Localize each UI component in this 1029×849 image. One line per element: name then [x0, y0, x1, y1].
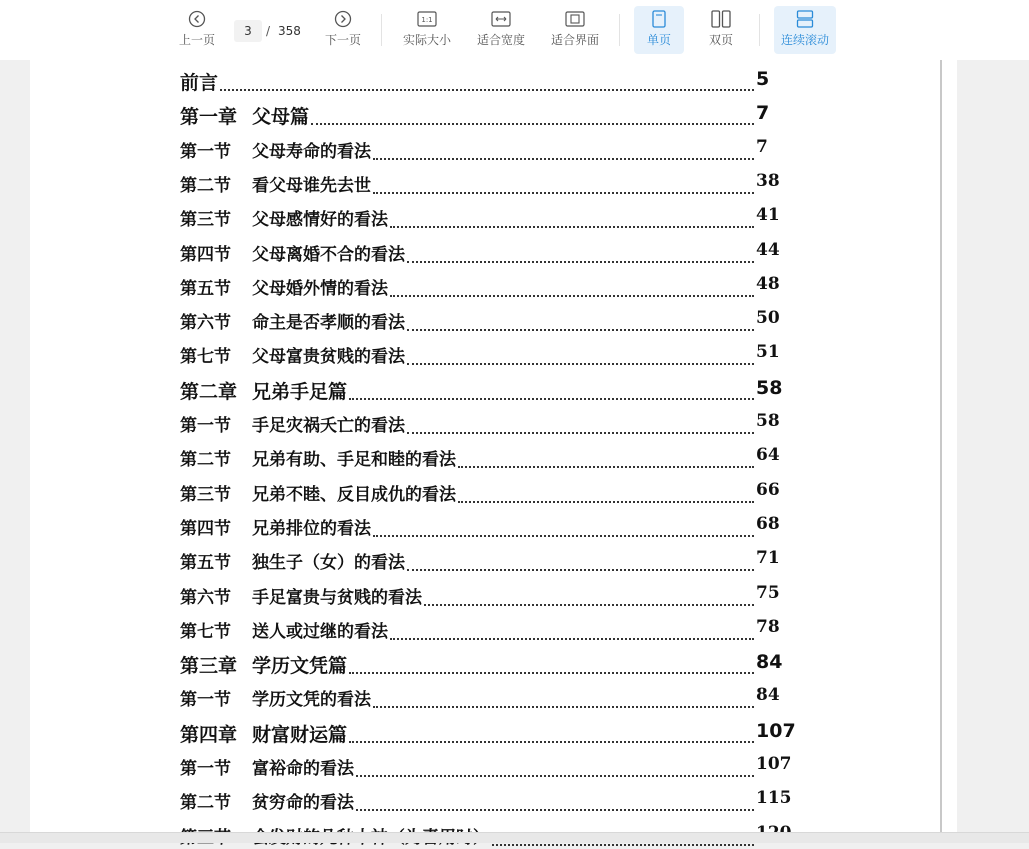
toc-entry-number: 第二节 [180, 793, 231, 814]
toc-entry-page-number: 58 [756, 411, 780, 431]
toc-entry-page-number: 38 [756, 170, 780, 191]
toc-entry-leader [407, 569, 754, 571]
toc-entry[interactable] [180, 754, 816, 780]
continuous-scroll-button[interactable] [774, 6, 836, 54]
toc-entry-title: 财富财运篇 [252, 723, 348, 746]
toc-entry[interactable] [180, 651, 816, 677]
toc-entry-number: 第三节 [180, 210, 231, 231]
toc-entry-page-number: 5 [756, 68, 770, 90]
prev-page-button[interactable] [174, 6, 220, 54]
toc-entry-title: 父母寿命的看法 [252, 141, 371, 162]
toc-entry-number: 第四节 [180, 518, 231, 539]
toc-entry[interactable] [180, 548, 816, 574]
toc-entry-title: 前言 [180, 72, 219, 94]
toc-entry-leader [458, 501, 754, 503]
toc-entry[interactable] [180, 205, 816, 231]
toc-entry-title: 父母篇 [252, 106, 310, 129]
continuous-scroll-label: 连续滚动 [780, 33, 829, 47]
toc-entry-title: 手足富贵与贫贱的看法 [252, 587, 422, 608]
toc-entry-page-number: 58 [756, 376, 783, 399]
toc-entry-number: 第五节 [180, 278, 231, 299]
toolbar-divider [381, 14, 382, 46]
toc-entry[interactable] [180, 411, 816, 437]
page-edge-shadow [940, 60, 942, 832]
toc-entry-number: 第四章 [180, 723, 238, 746]
actual-size-icon [416, 8, 438, 30]
toc-entry[interactable] [180, 377, 816, 403]
toolbar-divider [619, 14, 620, 46]
toc-entry[interactable] [180, 342, 816, 368]
toc-entry-page-number: 68 [756, 513, 780, 534]
toc-entry-number: 第六节 [180, 313, 231, 334]
svg-text:1:1: 1:1 [421, 16, 433, 24]
document-page [30, 60, 957, 832]
fit-page-button[interactable] [546, 6, 604, 54]
toc-entry-leader [373, 535, 754, 537]
toc-entry-number: 第一节 [180, 759, 231, 779]
toc-entry-title: 命主是否孝顺的看法 [252, 313, 405, 334]
page-separator: / [266, 24, 271, 38]
toc-entry-leader [390, 295, 754, 297]
toc-entry-page-number: 84 [756, 651, 783, 674]
toc-entry-title: 兄弟排位的看法 [252, 518, 371, 539]
toc-entry-title: 父母感情好的看法 [252, 210, 388, 231]
toc-entry-page-number: 41 [756, 205, 780, 226]
toc-entry-page-number: 7 [756, 102, 770, 125]
next-page-button[interactable] [320, 6, 366, 54]
toc-entry-leader [220, 89, 754, 91]
toc-entry-title: 学历文凭篇 [252, 655, 348, 678]
fit-width-label: 适合宽度 [476, 33, 525, 47]
toc-entry-number: 第七节 [180, 621, 231, 642]
fit-width-button[interactable] [472, 6, 530, 54]
toc-entry-title: 父母富贵贫贱的看法 [252, 347, 405, 368]
toc-entry-page-number: 84 [756, 685, 780, 706]
single-page-button[interactable] [634, 6, 684, 54]
toc-entry-leader [349, 398, 754, 400]
double-page-label: 双页 [708, 33, 733, 47]
toc-entry-title: 父母婚外情的看法 [252, 278, 388, 299]
toc-entry[interactable] [180, 137, 816, 163]
toc-entry-page-number: 115 [756, 788, 792, 809]
toc-entry-title: 贫穷命的看法 [252, 793, 354, 814]
next-page-label: 下一页 [324, 33, 361, 47]
toc-entry[interactable] [180, 583, 816, 609]
toc-entry-page-number: 107 [756, 754, 792, 774]
toc-entry-title: 看父母谁先去世 [252, 175, 371, 196]
chevron-right-circle-icon [332, 8, 354, 30]
fit-width-icon [490, 8, 512, 30]
toc-entry-title: 学历文凭的看法 [252, 690, 371, 711]
toc-entry-page-number: 78 [756, 616, 780, 637]
toc-entry[interactable] [180, 68, 816, 94]
horizontal-scrollbar[interactable] [0, 832, 1029, 843]
toc-entry-number: 第三章 [180, 655, 238, 678]
toc-entry[interactable] [180, 685, 816, 711]
toc-entry-leader [390, 226, 754, 228]
toc-entry-page-number: 48 [756, 273, 780, 294]
toc-entry[interactable] [180, 720, 816, 746]
toc-entry-number: 第一节 [180, 141, 231, 162]
toc-entry-number: 第七节 [180, 347, 231, 368]
toc-entry-page-number: 75 [756, 582, 780, 603]
toc-entry-title: 兄弟不睦、反目成仇的看法 [252, 484, 456, 505]
toc-entry-page-number: 50 [756, 308, 780, 329]
toc-entry-title: 兄弟有助、手足和睦的看法 [252, 450, 456, 471]
toolbar [0, 0, 1029, 60]
toc-entry-page-number: 66 [756, 479, 780, 500]
toc-entry-leader [356, 775, 754, 777]
toc-entry[interactable] [180, 480, 816, 506]
toc-entry-number: 第三节 [180, 484, 231, 505]
toc-entry[interactable] [180, 788, 816, 814]
toc-entry[interactable] [180, 617, 816, 643]
toc-entry-leader [390, 638, 754, 640]
toc-entry-leader [373, 158, 754, 160]
toc-entry-leader [373, 706, 754, 708]
actual-size-label: 实际大小 [402, 33, 451, 47]
current-page-input[interactable]: 3 [234, 20, 262, 42]
single-page-label: 单页 [646, 33, 671, 47]
toc-entry-number: 第六节 [180, 587, 231, 608]
toc-entry-leader [407, 329, 754, 331]
toc-entry[interactable] [180, 102, 816, 128]
toc-entry-leader [311, 123, 754, 125]
toc-entry-title: 父母离婚不合的看法 [252, 244, 405, 265]
toc-entry-title: 富裕命的看法 [252, 759, 354, 779]
toc-entry-title: 手足灾祸夭亡的看法 [252, 416, 405, 436]
toc-entry-leader [458, 466, 754, 468]
double-page-button[interactable] [696, 6, 746, 54]
toc-entry-leader [349, 741, 754, 743]
document-viewport[interactable] [0, 60, 1029, 832]
toc-entry-page-number: 107 [756, 719, 796, 742]
fit-page-label: 适合界面 [550, 33, 599, 47]
toc-entry-number: 第二节 [180, 175, 231, 196]
continuous-scroll-icon [794, 8, 816, 30]
toc-entry-page-number: 71 [756, 548, 780, 569]
toc-entry[interactable] [180, 445, 816, 471]
toc-entry-leader [407, 261, 754, 263]
toolbar-divider [759, 14, 760, 46]
toc-entry-leader [356, 809, 754, 811]
toc-entry-leader [424, 604, 754, 606]
toc-entry-leader [407, 363, 754, 365]
fit-page-icon [564, 8, 586, 30]
toc-entry-title: 兄弟手足篇 [252, 380, 348, 403]
actual-size-button[interactable] [398, 6, 456, 54]
toc-entry-number: 第一章 [180, 106, 238, 129]
toc-entry-number: 第五节 [180, 553, 231, 574]
prev-page-label: 上一页 [178, 33, 215, 47]
toc-entry-number: 第一节 [180, 416, 231, 436]
toc-entry-title: 独生子（女）的看法 [252, 553, 405, 574]
toc-entry[interactable] [180, 274, 816, 300]
toc-entry-leader [407, 432, 754, 434]
single-page-icon [648, 8, 670, 30]
double-page-icon [710, 8, 732, 30]
toc-entry[interactable] [180, 308, 816, 334]
toc-entry[interactable] [180, 514, 816, 540]
toc-entry-page-number: 51 [756, 342, 780, 363]
toc-entry-leader [349, 672, 754, 674]
toc-entry-page-number: 44 [756, 239, 780, 260]
toc-entry-title: 送人或过继的看法 [252, 621, 388, 642]
toc-entry-page-number: 7 [756, 136, 768, 157]
toc-entry[interactable] [180, 240, 816, 266]
toc-entry-number: 第四节 [180, 244, 231, 265]
toc-entry-leader [492, 844, 754, 846]
total-pages: 358 [278, 24, 301, 38]
toc-entry-number: 第一节 [180, 690, 231, 711]
toc-entry-page-number: 64 [756, 445, 780, 466]
toc-entry-number: 第二节 [180, 450, 231, 471]
toc-entry[interactable] [180, 171, 816, 197]
chevron-left-circle-icon [186, 8, 208, 30]
toc-entry-number: 第二章 [180, 380, 238, 403]
toc-entry-leader [373, 192, 754, 194]
